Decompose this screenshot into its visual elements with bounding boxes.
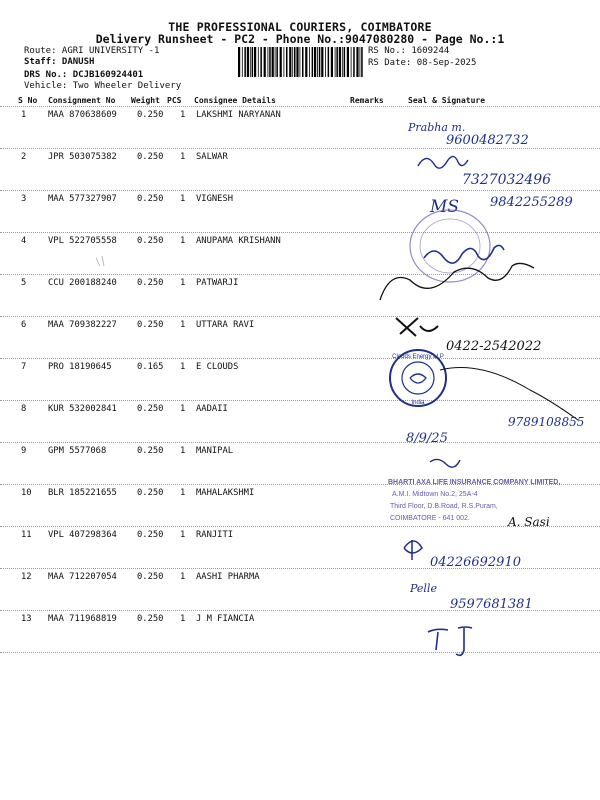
eclouds-seal-text: Clouds Energy LLP — [392, 354, 444, 360]
consignee-name: LAKSHMI NARYANAN — [196, 110, 281, 120]
consignee-name: AADAII — [196, 404, 228, 414]
consignee-name: VIGNESH — [196, 194, 234, 204]
signature-row8-date: 8/9/25 — [406, 431, 448, 446]
row-divider — [0, 190, 600, 191]
pcs-value: 1 — [180, 572, 186, 582]
table-row — [0, 530, 600, 572]
consignment-number: MAA 709382227 — [48, 320, 117, 330]
weight-value: 0.250 — [137, 404, 164, 414]
table-row — [0, 572, 600, 614]
bharti-seal-line4: COIMBATORE - 641 002. — [390, 515, 470, 522]
signature-row1-name: Prabha m. — [408, 121, 466, 134]
table-row — [0, 110, 600, 152]
pcs-value: 1 — [180, 110, 186, 120]
col-pcs: PCS — [167, 96, 182, 105]
weight-value: 0.250 — [137, 194, 164, 204]
table-row — [0, 152, 600, 194]
drs-number: DRS No.: DCJB160924401 — [24, 70, 144, 80]
consignment-number: PRO 18190645 — [48, 362, 112, 372]
table-row — [0, 446, 600, 488]
signature-row12-name: Pelle — [410, 582, 437, 595]
table-row — [0, 278, 600, 320]
weight-value: 0.250 — [137, 488, 164, 498]
consignee-name: UTTARA RAVI — [196, 320, 255, 330]
bharti-seal-line1: BHARTI AXA LIFE INSURANCE COMPANY LIMITED, — [388, 479, 561, 486]
weight-value: 0.250 — [137, 320, 164, 330]
row-divider — [0, 610, 600, 611]
consignment-number: KUR 532002841 — [48, 404, 117, 414]
consignee-name: PATWARJI — [196, 278, 239, 288]
table-row — [0, 488, 600, 530]
consignee-name: AASHI PHARMA — [196, 572, 260, 582]
consignment-number: CCU 200188240 — [48, 278, 117, 288]
row-divider — [0, 484, 600, 485]
pcs-value: 1 — [180, 194, 186, 204]
barcode-image — [238, 47, 364, 77]
row-divider — [0, 316, 600, 317]
col-consignee: Consignee Details — [194, 96, 276, 105]
row-divider — [0, 652, 600, 653]
pcs-value: 1 — [180, 152, 186, 162]
weight-value: 0.250 — [137, 446, 164, 456]
signature-row3-initials: MS — [430, 197, 460, 217]
table-row — [0, 236, 600, 278]
row-divider — [0, 358, 600, 359]
pcs-value: 1 — [180, 614, 186, 624]
row-sno: 13 — [21, 614, 32, 624]
consignment-number: MAA 712207054 — [48, 572, 117, 582]
row-sno: 9 — [21, 446, 27, 456]
weight-value: 0.165 — [137, 362, 164, 372]
row-sno: 3 — [21, 194, 27, 204]
row-sno: 10 — [21, 488, 32, 498]
rs-date: RS Date: 08-Sep-2025 — [368, 58, 477, 68]
consignment-number: MAA 711968819 — [48, 614, 117, 624]
row-divider — [0, 526, 600, 527]
row-sno: 1 — [21, 110, 27, 120]
consignee-name: MAHALAKSHMI — [196, 488, 255, 498]
weight-value: 0.250 — [137, 278, 164, 288]
bharti-seal-line3: Third Floor, D.B.Road, R.S.Puram, — [390, 503, 498, 510]
pcs-value: 1 — [180, 530, 186, 540]
row-sno: 5 — [21, 278, 27, 288]
row-sno: 11 — [21, 530, 32, 540]
row-divider — [0, 148, 600, 149]
runsheet-subtitle: Delivery Runsheet - PC2 - Phone No.:9047080280 - Page No.:1 — [95, 32, 505, 46]
consignee-name: SALWAR — [196, 152, 228, 162]
rs-number: RS No.: 1609244 — [368, 46, 450, 56]
col-remarks: Remarks — [350, 96, 384, 105]
row-divider — [0, 568, 600, 569]
signature-row6-phone: 0422-2542022 — [446, 339, 542, 354]
weight-value: 0.250 — [137, 152, 164, 162]
signature-row11-phone: 04226692910 — [430, 555, 521, 570]
pcs-value: 1 — [180, 404, 186, 414]
consignment-number: GPM 5577068 — [48, 446, 107, 456]
pcs-value: 1 — [180, 320, 186, 330]
row-sno: 4 — [21, 236, 27, 246]
row-divider — [0, 442, 600, 443]
col-signature: Seal & Signature — [408, 96, 486, 105]
row-divider — [0, 400, 600, 401]
col-consignment: Consignment No — [48, 96, 116, 105]
consignee-name: MANIPAL — [196, 446, 234, 456]
consignee-name: J M FIANCIA — [196, 614, 255, 624]
weight-value: 0.250 — [137, 530, 164, 540]
row-sno: 6 — [21, 320, 27, 330]
table-row — [0, 194, 600, 236]
consignment-number: JPR 503075382 — [48, 152, 117, 162]
weight-value: 0.250 — [137, 572, 164, 582]
route-text: Route: AGRI UNIVERSITY -1 — [24, 46, 160, 56]
signature-row1-phone: 9600482732 — [446, 133, 529, 148]
weight-value: 0.250 — [137, 236, 164, 246]
consignee-name: RANJITI — [196, 530, 234, 540]
signature-row3-phone: 9842255289 — [490, 195, 573, 210]
row-divider — [0, 274, 600, 275]
pcs-value: 1 — [180, 446, 186, 456]
table-row — [0, 362, 600, 404]
company-title: THE PROFESSIONAL COURIERS, COIMBATORE — [168, 20, 432, 34]
signature-row2-phone: 7327032496 — [462, 172, 552, 188]
signature-row12-phone: 9597681381 — [450, 597, 533, 612]
row-sno: 7 — [21, 362, 27, 372]
consignee-name: ANUPAMA KRISHANN — [196, 236, 281, 246]
row-sno: 8 — [21, 404, 27, 414]
consignment-number: BLR 185221655 — [48, 488, 117, 498]
pcs-value: 1 — [180, 278, 186, 288]
col-sno: S No — [18, 96, 38, 105]
weight-value: 0.250 — [137, 110, 164, 120]
pcs-value: 1 — [180, 236, 186, 246]
consignment-number: VPL 407298364 — [48, 530, 117, 540]
row-divider — [0, 232, 600, 233]
table-row — [0, 614, 600, 656]
signature-row8-phone: 9789108855 — [508, 415, 585, 429]
col-weight: Weight — [131, 96, 160, 105]
consignee-name: E CLOUDS — [196, 362, 239, 372]
consignment-number: VPL 522705558 — [48, 236, 117, 246]
consignment-number: MAA 577327907 — [48, 194, 117, 204]
table-row — [0, 404, 600, 446]
signature-row10-name: A. Sasi — [508, 515, 550, 529]
pcs-value: 1 — [180, 362, 186, 372]
staff-text: Staff: DANUSH — [24, 57, 95, 67]
eclouds-seal-city: India — [411, 400, 425, 406]
row-sno: 2 — [21, 152, 27, 162]
vehicle-text: Vehicle: Two Wheeler Delivery — [24, 81, 182, 91]
pcs-value: 1 — [180, 488, 186, 498]
consignment-number: MAA 870638609 — [48, 110, 117, 120]
row-sno: 12 — [21, 572, 32, 582]
table-row — [0, 320, 600, 362]
bharti-seal-line2: A.M.I. Midtown No.2, 25A-4 — [392, 491, 478, 498]
weight-value: 0.250 — [137, 614, 164, 624]
